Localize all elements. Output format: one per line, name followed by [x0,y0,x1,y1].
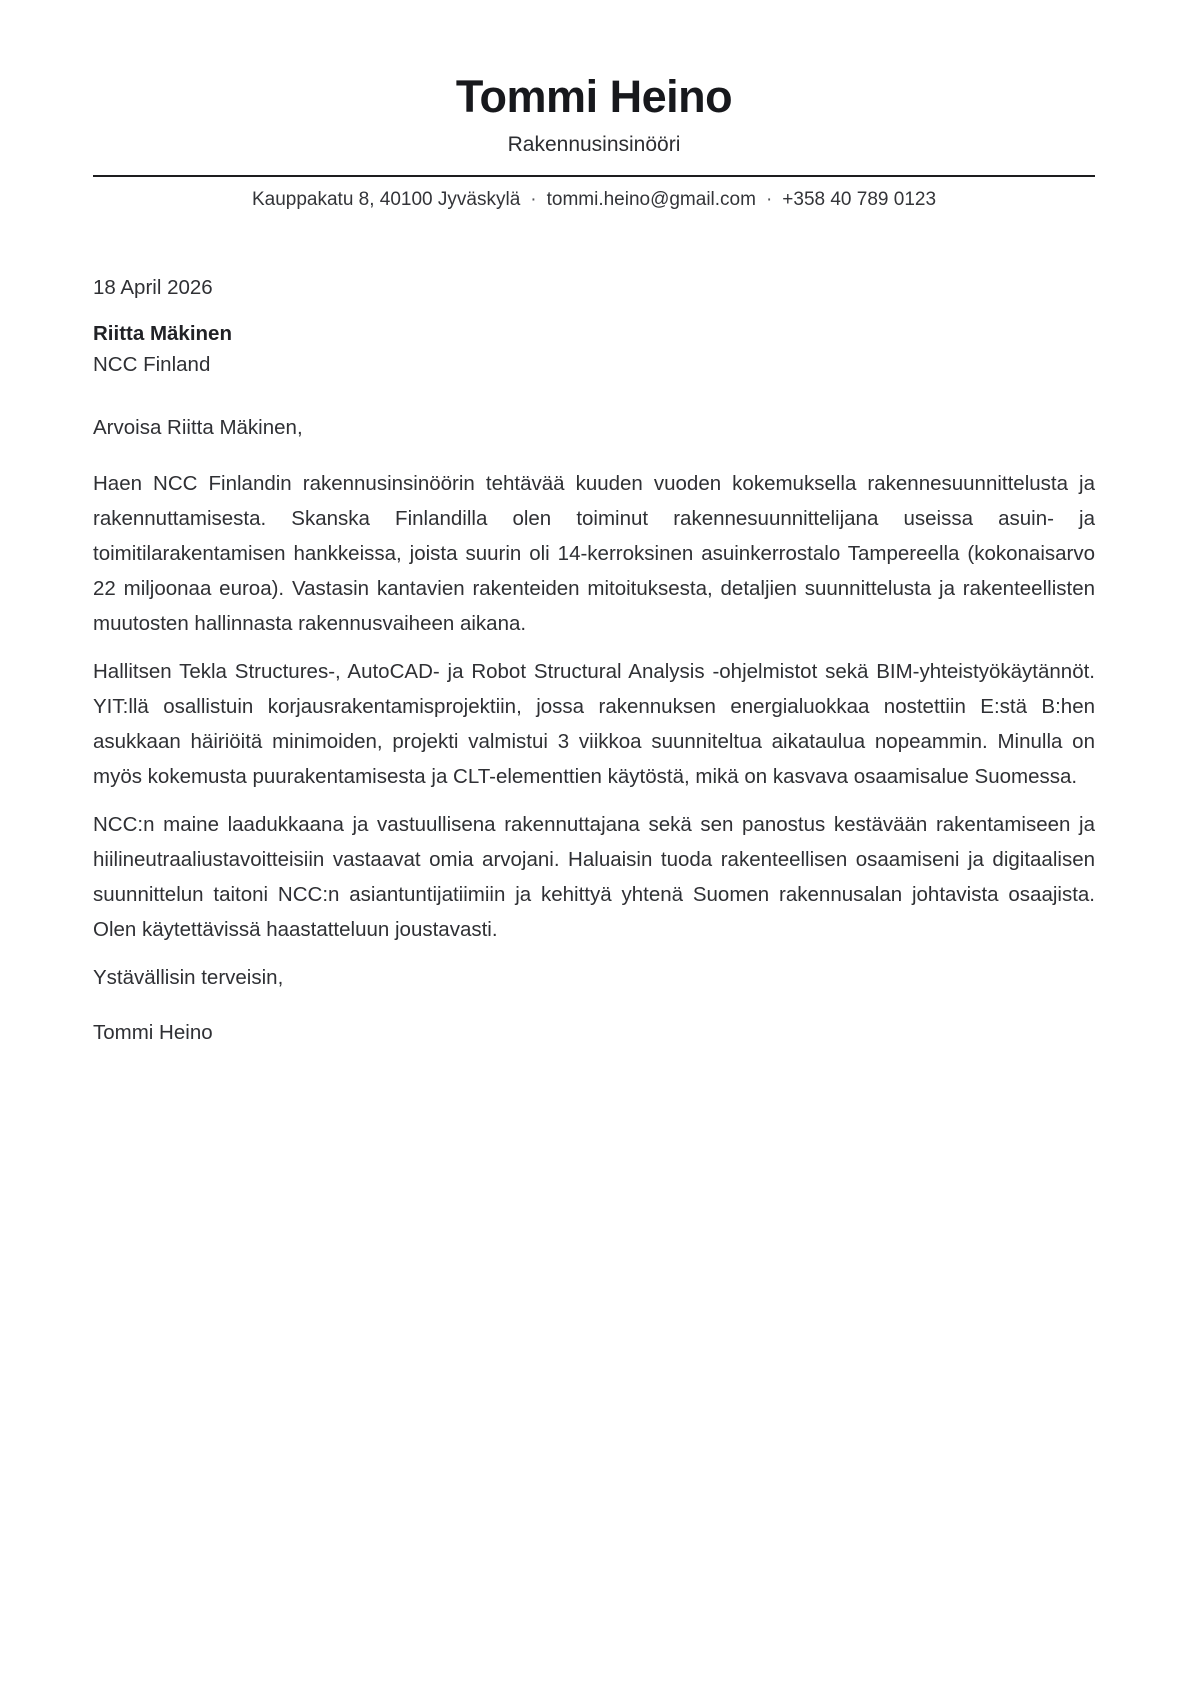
recipient-block [93,318,1095,380]
contact-line [93,186,1095,214]
header-divider [93,175,1095,177]
contact-address: Kauppakatu 8, 40100 Jyväskylä [251,189,521,210]
contact-phone: +358 40 789 0123 [782,189,937,210]
contact-separator: · [765,189,773,210]
letter-header [93,70,1095,214]
signature-name: Tommi Heino [93,1021,213,1044]
contact-separator: · [530,189,537,210]
closing-phrase: Ystävällisin terveisin, [93,965,284,989]
contact-email: tommi.heino@gmail.com [546,189,756,210]
letter-date: 18 April 2026 [93,276,213,299]
body-paragraph: Hallitsen Tekla Structures-, AutoCAD- ja Robot Structural Analysis -ohjelmistot sekä BIM-yhteistyökäytännöt. YIT:llä osallistuin korjausrakentamisprojektiin, jossa rakennuksen energialuokkaa nostettiin E:stä B:hen asukkaan häiriöitä minimoiden, projekti valmistui 3 viikkoa suunniteltua aikataulua nopeammin. Minulla on myös kokemusta puurakentamisesta ja CLT-elementtien käytöstä, mikä on kasvava osaamisalue Suomessa. [93,659,1095,788]
recipient-name: Riitta Mäkinen [93,322,232,345]
letter-body [93,270,1095,1050]
body-paragraph: NCC:n maine laadukkaana ja vastuullisena rakennuttajana sekä sen panostus kestävään rakentamiseen ja hiilineutraaliustavoitteisiin vastaavat omia arvojani. Haluaisin tuoda rakenteellisen osaamiseni ja digitaalisen suunnittelun taitoni NCC:n asiantuntijatiimiin ja kehittyä yhtenä Suomen rakennusalan johtavista osaajista. Olen käytettävissä haastatteluun joustavasti. [93,812,1095,941]
body-paragraph: Haen NCC Finlandin rakennusinsinöörin tehtävää kuuden vuoden kokemuksella rakennesuunnittelusta ja rakennuttamisesta. Skanska Finlandilla olen toiminut rakennesuunnittelijana useissa asuin- ja toimitilarakentamisen hankkeissa, joista suurin oli 14-kerroksinen asuinkerrostalo Tampereella (kokonaisarvo 22 miljoonaa euroa). Vastasin kantavien rakenteiden mitoituksesta, detaljien suunnittelusta ja rakenteellisten muutosten hallinnasta rakennusvaiheen aikana. [93,471,1095,635]
candidate-name: Tommi Heino [455,71,733,122]
salutation: Arvoisa Riitta Mäkinen, [93,416,303,439]
recipient-company: NCC Finland [93,353,211,376]
candidate-job-title: Rakennusinsinööri [507,133,681,156]
